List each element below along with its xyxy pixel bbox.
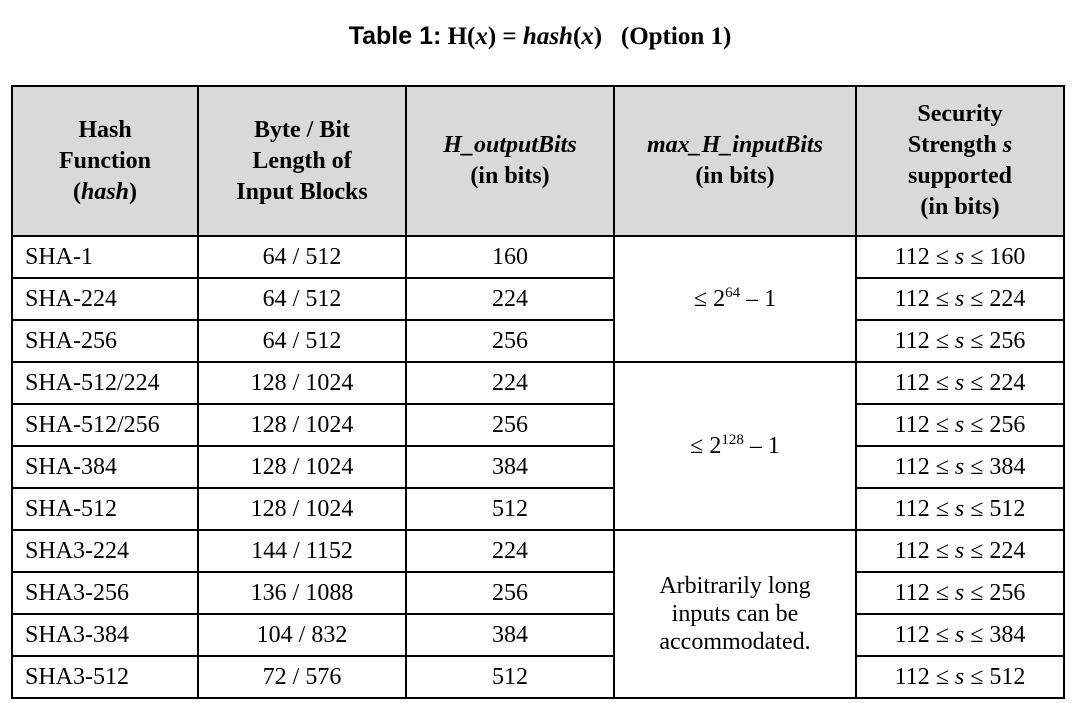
- header-output-bits: H_outputBits (in bits): [406, 86, 614, 236]
- header-block-length: Byte / Bit Length of Input Blocks: [198, 86, 406, 236]
- caption-option: (Option 1): [620, 23, 732, 50]
- table-row: [12, 572, 1064, 614]
- max-input-bits-cell: Arbitrarily long inputs can be accommodated.: [614, 530, 856, 698]
- block-length-cell: 64 / 512: [198, 278, 406, 320]
- table-body: [12, 236, 1064, 698]
- table-row: [12, 236, 1064, 278]
- block-length-cell: 128 / 1024: [198, 446, 406, 488]
- output-bits-cell: 224: [406, 362, 614, 404]
- security-strength-cell: 112 ≤ s ≤ 256: [856, 572, 1064, 614]
- security-strength-cell: 112 ≤ s ≤ 384: [856, 446, 1064, 488]
- header-hash-function: Hash Function (hash): [12, 86, 198, 236]
- block-length-cell: 144 / 1152: [198, 530, 406, 572]
- table-row: [12, 320, 1064, 362]
- output-bits-cell: 512: [406, 488, 614, 530]
- max-input-bits-cell: ≤ $2^{64} - 1$: [614, 236, 856, 362]
- hash-function-cell: SHA3-256: [12, 572, 198, 614]
- output-bits-cell: 512: [406, 656, 614, 698]
- caption-x: x: [475, 23, 488, 50]
- hash-function-cell: SHA-1: [12, 236, 198, 278]
- caption-h: H(: [447, 23, 476, 50]
- block-length-cell: 128 / 1024: [198, 488, 406, 530]
- caption-x2: x: [581, 23, 594, 50]
- hash-function-cell: SHA-384: [12, 446, 198, 488]
- caption-label: Table 1:: [348, 22, 442, 50]
- block-length-cell: 72 / 576: [198, 656, 406, 698]
- hash-function-cell: SHA-512/256: [12, 404, 198, 446]
- security-strength-cell: 112 ≤ s ≤ 160: [856, 236, 1064, 278]
- output-bits-cell: 256: [406, 320, 614, 362]
- security-strength-cell: 112 ≤ s ≤ 384: [856, 614, 1064, 656]
- table-row: [12, 614, 1064, 656]
- caption-close: ): [593, 23, 603, 50]
- header-security-strength: Security Strength s supported (in bits): [856, 86, 1064, 236]
- security-strength-cell: 112 ≤ s ≤ 224: [856, 278, 1064, 320]
- block-length-cell: 128 / 1024: [198, 362, 406, 404]
- security-strength-cell: 112 ≤ s ≤ 224: [856, 530, 1064, 572]
- table-row: [12, 404, 1064, 446]
- output-bits-cell: 160: [406, 236, 614, 278]
- hash-function-cell: SHA-224: [12, 278, 198, 320]
- table-row: [12, 530, 1064, 572]
- output-bits-cell: 384: [406, 446, 614, 488]
- output-bits-cell: 256: [406, 404, 614, 446]
- hash-function-table: [11, 85, 1065, 699]
- table-row: [12, 362, 1064, 404]
- header-max-input-bits: max_H_inputBits (in bits): [614, 86, 856, 236]
- output-bits-cell: 256: [406, 572, 614, 614]
- table-row: [12, 278, 1064, 320]
- table-row: [12, 488, 1064, 530]
- header-row: [12, 86, 1064, 236]
- caption-open: (: [572, 23, 582, 50]
- hash-function-cell: SHA-512: [12, 488, 198, 530]
- output-bits-cell: 384: [406, 614, 614, 656]
- hash-function-cell: SHA3-384: [12, 614, 198, 656]
- block-length-cell: 64 / 512: [198, 320, 406, 362]
- hash-function-cell: SHA-512/224: [12, 362, 198, 404]
- hash-function-cell: SHA-256: [12, 320, 198, 362]
- block-length-cell: 128 / 1024: [198, 404, 406, 446]
- max-input-bits-cell: ≤ $2^{128} - 1$: [614, 362, 856, 530]
- table-row: [12, 656, 1064, 698]
- table-caption: [0, 22, 1080, 51]
- security-strength-cell: 112 ≤ s ≤ 256: [856, 404, 1064, 446]
- hash-function-cell: SHA3-512: [12, 656, 198, 698]
- security-strength-cell: 112 ≤ s ≤ 512: [856, 488, 1064, 530]
- block-length-cell: 64 / 512: [198, 236, 406, 278]
- security-strength-cell: 112 ≤ s ≤ 224: [856, 362, 1064, 404]
- caption-eq: ) =: [487, 23, 523, 50]
- output-bits-cell: 224: [406, 278, 614, 320]
- output-bits-cell: 224: [406, 530, 614, 572]
- hash-function-cell: SHA3-224: [12, 530, 198, 572]
- block-length-cell: 136 / 1088: [198, 572, 406, 614]
- caption-hash: hash: [522, 23, 573, 50]
- block-length-cell: 104 / 832: [198, 614, 406, 656]
- security-strength-cell: 112 ≤ s ≤ 512: [856, 656, 1064, 698]
- table-row: [12, 446, 1064, 488]
- security-strength-cell: 112 ≤ s ≤ 256: [856, 320, 1064, 362]
